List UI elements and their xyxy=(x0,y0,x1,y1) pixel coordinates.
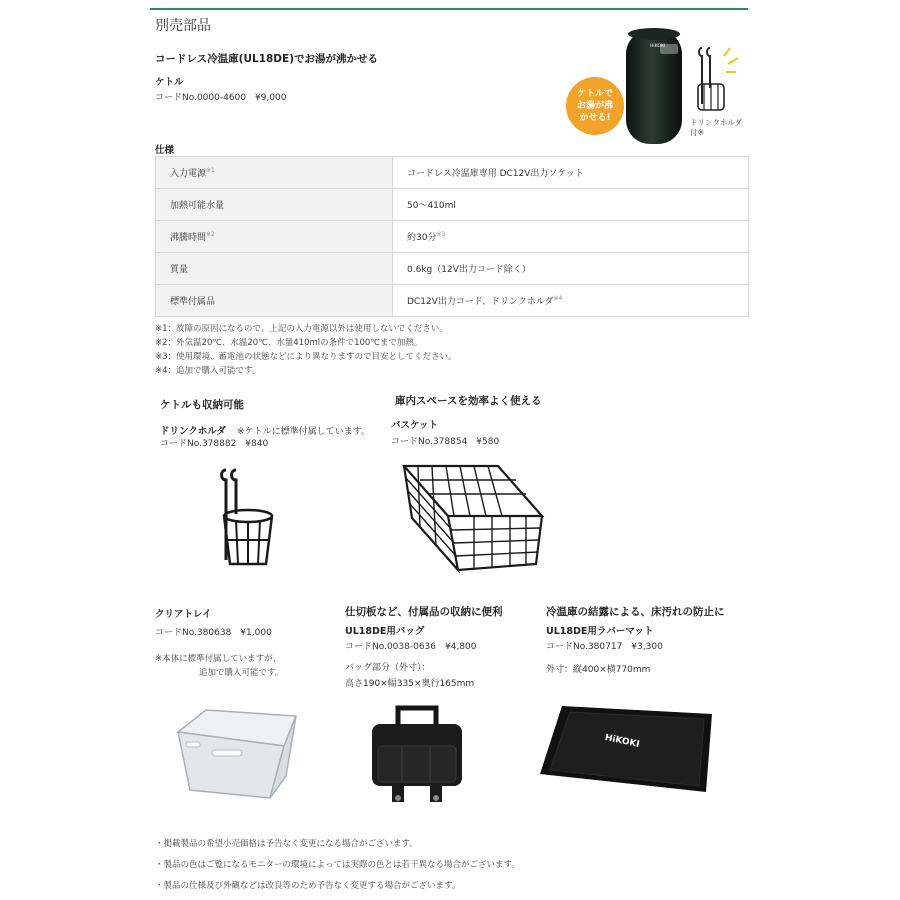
spec-label-cell xyxy=(156,157,393,189)
bag-code: コードNo.0038-0636 ¥4,800 xyxy=(345,642,477,652)
bag-size-label: バッグ部分（外寸）： xyxy=(345,663,431,673)
spec-label: 標準付属品 xyxy=(170,297,216,307)
spec-value-cell xyxy=(393,285,749,317)
spec-value-cell xyxy=(393,189,749,221)
tray-name: クリアトレイ xyxy=(155,609,212,620)
spec-row xyxy=(156,157,749,189)
footer-note: ・製品の色はご覧になるモニターの環境によっては実際の色とは若干異なる場合がございます。 xyxy=(155,860,520,870)
spec-row xyxy=(156,221,749,253)
spec-label-cell xyxy=(156,221,393,253)
spec-value: 50～410ml xyxy=(407,201,456,211)
tray-code: コードNo.380638 ¥1,000 xyxy=(155,628,272,638)
spec-label-cell xyxy=(156,285,393,317)
spec-value: 約30分 xyxy=(407,233,437,243)
bag-size: 高さ190×幅335×奥行165mm xyxy=(345,679,475,689)
rubber-mat-image xyxy=(536,702,724,796)
mat-heading: 冷温庫の結露による、床汚れの防止に xyxy=(546,606,725,618)
footer-notes xyxy=(155,834,520,897)
drink-holder-heading: ケトルも収納可能 xyxy=(160,399,244,411)
spec-label: 沸騰時間 xyxy=(170,233,207,243)
basket-name: バスケット xyxy=(391,420,439,431)
spec-row xyxy=(156,253,749,285)
spec-value: コードレス冷温庫専用 DC12V出力ソケット xyxy=(407,169,584,179)
tray-note-line1: ※本体に標準付属していますが、 xyxy=(155,654,282,664)
footer-note: ・製品の仕様及び外観などは改良等のため予告なく変更する場合がございます。 xyxy=(155,881,461,891)
footer-note: ・掲載製品の希望小売価格は予告なく変更になる場合がございます。 xyxy=(155,839,418,849)
spec-value: DC12V出力コード、ドリンクホルダ xyxy=(407,297,554,307)
tray-note-line2: 追加で購入可能です。 xyxy=(199,668,284,678)
spec-label: 入力電源 xyxy=(170,169,207,179)
basket-code: コードNo.378854 ¥580 xyxy=(391,437,500,447)
mat-code: コードNo.380717 ¥3,300 xyxy=(546,642,663,652)
mat-brand: HiKOKI xyxy=(603,733,641,751)
spec-table xyxy=(155,156,749,317)
spec-value-mark: ※3 xyxy=(436,231,446,238)
clear-tray-image xyxy=(172,704,300,802)
top-accent-line xyxy=(150,8,748,10)
spec-note: ※4：追加で購入可能です。 xyxy=(155,366,261,376)
spec-title: 仕様 xyxy=(155,145,175,156)
spec-note: ※1：故障の原因になるので、上記の入力電源以外は使用しないでください。 xyxy=(155,324,448,334)
spec-label-mark: ※2 xyxy=(206,231,215,238)
mat-size: 外寸：縦400×横770mm xyxy=(546,665,651,675)
kettle-brand: HiKOKI xyxy=(650,44,666,49)
drink-holder-name: ドリンクホルダ xyxy=(160,426,226,437)
spec-label-cell xyxy=(156,253,393,285)
drink-holder-code: コードNo.378882 ¥840 xyxy=(160,439,269,449)
spec-label: 質量 xyxy=(170,265,189,275)
bag-heading: 仕切板など、付属品の収納に便利 xyxy=(345,606,503,618)
spec-table-wrap xyxy=(155,156,749,317)
spec-row xyxy=(156,285,749,317)
spec-label: 加熱可能水量 xyxy=(170,201,225,211)
spec-label-mark: ※1 xyxy=(206,167,215,174)
drink-holder-small-image xyxy=(690,44,742,116)
spec-value-cell xyxy=(393,253,749,285)
drink-holder-image xyxy=(212,464,278,576)
basket-image xyxy=(398,458,548,578)
spec-value-mark: ※4 xyxy=(553,295,563,302)
drink-holder-note: ※ケトルに標準付属しています。 xyxy=(237,427,370,437)
bag-image xyxy=(366,700,466,808)
kettle-code: コードNo.0000-4600 ¥9,000 xyxy=(155,93,287,103)
kettle-badge: ケトルでお湯が沸かせる! xyxy=(566,77,624,135)
spec-notes xyxy=(155,322,457,378)
drink-holder-caption: ドリンクホルダ付※ xyxy=(690,118,743,137)
spec-note: ※2：外気温20℃、水温20℃、水量410mlの条件で100℃まで加熱。 xyxy=(155,338,423,348)
mat-name: UL18DE用ラバーマット xyxy=(546,626,654,637)
spec-value-cell xyxy=(393,157,749,189)
kettle-heading: コードレス冷温庫(UL18DE)でお湯が沸かせる xyxy=(155,53,378,65)
spec-value: 0.6kg（12V出力コード除く） xyxy=(407,265,531,275)
spec-label-cell xyxy=(156,189,393,221)
basket-heading: 庫内スペースを効率よく使える xyxy=(395,395,542,407)
kettle-name: ケトル xyxy=(155,77,184,88)
bag-name: UL18DE用バッグ xyxy=(345,626,425,637)
spec-note: ※3：使用環境、蓄電池の状態などにより異なりますので目安としてください。 xyxy=(155,352,457,362)
spec-row xyxy=(156,189,749,221)
spec-value-cell xyxy=(393,221,749,253)
section-title: 別売部品 xyxy=(155,18,211,34)
